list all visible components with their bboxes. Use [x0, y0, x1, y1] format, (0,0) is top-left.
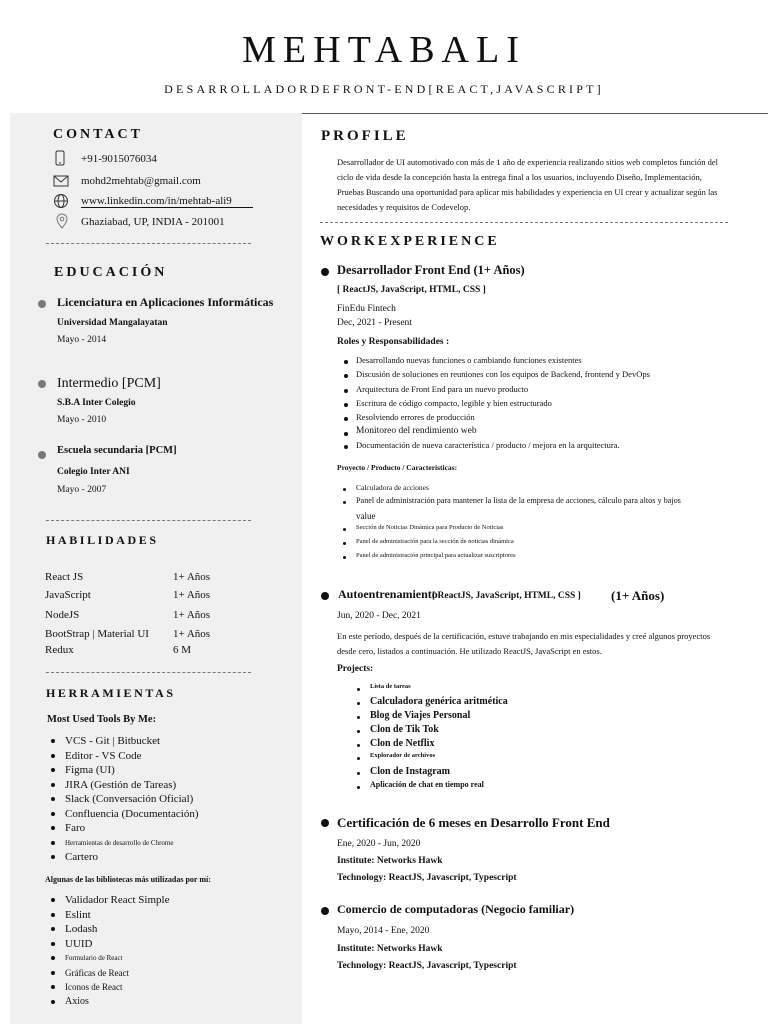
library-item: Axios	[45, 995, 169, 1010]
job2-years: (1+ Años)	[611, 588, 665, 603]
education-school-2: S.B.A Inter Colegio	[57, 398, 136, 408]
skill-level: 1+ Años	[173, 609, 211, 621]
tools-heading: HERRAMIENTAS	[46, 686, 176, 700]
phone-number: +91-9015076034	[81, 153, 157, 165]
tool-item: JIRA (Gestión de Tareas)	[45, 778, 198, 793]
business-technology: Technology: ReactJS, Javascript, Typescript	[337, 961, 517, 971]
job1-project: Panel de administración principal para actualizar suscriptores	[356, 552, 516, 559]
duty-bullet	[344, 417, 348, 421]
resume-header	[0, 0, 768, 112]
library-item: Eslint	[45, 908, 169, 923]
candidate-title: DESARROLLADORDEFRONT-END[REACT,JAVASCRIPT]	[164, 82, 604, 96]
project-bullet	[357, 757, 360, 760]
job2-project: Aplicación de chat en tiempo real	[370, 780, 484, 789]
job1-project: Calculadora de acciones	[356, 483, 429, 492]
library-item: Validador React Simple	[45, 893, 169, 908]
job1-stack: [ ReactJS, JavaScript, HTML, CSS ]	[337, 285, 486, 295]
education-date-3: Mayo - 2007	[57, 485, 107, 495]
education-date-1: Mayo - 2014	[57, 335, 107, 345]
skill-level: 1+ Años	[173, 571, 211, 583]
project-bullet	[357, 688, 360, 691]
education-bullet	[38, 300, 46, 308]
library-item: Iconos de React	[45, 980, 169, 995]
job1-projects-heading: Proyecto / Producto / Características:	[337, 463, 458, 472]
project-bullet	[343, 542, 346, 545]
skill-level: 1+ Años	[173, 628, 211, 640]
tool-item: Cartero	[45, 850, 198, 865]
job1-duty: Resolviendo errores de producción	[356, 412, 475, 422]
education-degree-3: Escuela secundaria [PCM]	[57, 445, 177, 456]
tool-item: Editor - VS Code	[45, 749, 198, 764]
profile-heading: PROFILE	[321, 128, 409, 144]
education-date-2: Mayo - 2010	[57, 415, 107, 425]
education-degree-2: Intermedio [PCM]	[57, 376, 161, 391]
education-degree-1: Licenciatura en Aplicaciones Informáticas	[57, 295, 274, 309]
project-bullet	[357, 772, 360, 775]
library-item: UUID	[45, 937, 169, 952]
most-used-tools-list	[45, 734, 198, 865]
location-text: Ghaziabad, UP, INDIA - 201001	[81, 216, 225, 228]
cert-technology: Technology: ReactJS, Javascript, Typescript	[337, 873, 517, 883]
job-bullet	[321, 907, 329, 915]
job1-project: value	[356, 511, 376, 521]
header-divider	[302, 113, 768, 114]
tool-item: Confluencia (Documentación)	[45, 807, 198, 822]
job-bullet	[321, 592, 329, 600]
education-school-3: Colegio Inter ANI	[57, 467, 130, 477]
job1-duty: Escritura de código compacto, legible y bien estructurado	[356, 398, 552, 408]
job2-project: Blog de Viajes Personal	[370, 710, 471, 721]
job2-project: Clon de Tik Tok	[370, 724, 439, 735]
skill-name: Redux	[45, 644, 74, 656]
skill-name: NodeJS	[45, 609, 80, 621]
job2-project: Explorador de archivos	[370, 752, 436, 759]
section-divider	[46, 672, 251, 673]
job1-project: Panel de administración para la sección de noticias dinámica	[356, 538, 514, 545]
job-bullet	[321, 268, 329, 276]
duty-bullet	[344, 403, 348, 407]
education-school-1: Universidad Mangalayatan	[57, 318, 168, 328]
library-item: Formulario de React	[45, 951, 169, 966]
libraries-list	[45, 893, 169, 1009]
job1-dates: Dec, 2021 - Present	[337, 318, 412, 328]
job1-project: Sección de Noticias Dinámica para Producto de Noticias	[356, 524, 504, 531]
tool-item: VCS - Git | Bitbucket	[45, 734, 198, 749]
job1-duty: Monitoreo del rendimiento web	[356, 426, 477, 436]
job2-project: Lista de tareas	[370, 683, 411, 690]
business-title: Comercio de computadoras (Negocio familiar)	[337, 902, 575, 916]
skill-name: BootStrap | Material UI	[45, 628, 149, 640]
cert-dates: Ene, 2020 - Jun, 2020	[337, 839, 421, 849]
business-dates: Mayo, 2014 - Ene, 2020	[337, 926, 430, 936]
education-heading: EDUCACIÓN	[54, 265, 168, 280]
business-institute: Institute: Networks Hawk	[337, 944, 443, 954]
skill-name: React JS	[45, 571, 84, 583]
skills-heading: HABILIDADES	[46, 533, 159, 547]
project-bullet	[343, 556, 346, 559]
tool-item: Faro	[45, 821, 198, 836]
contact-heading: CONTACT	[53, 127, 143, 142]
project-bullet	[357, 744, 360, 747]
job-bullet	[321, 819, 329, 827]
duty-bullet	[344, 374, 348, 378]
project-bullet	[343, 528, 346, 531]
libraries-heading: Algunas de las bibliotecas más utilizadas por mí:	[45, 875, 211, 884]
project-bullet	[357, 702, 360, 705]
job1-duty: Discusión de soluciones en reuniones con los equipos de Backend, frontend y DevOps	[356, 369, 650, 379]
project-bullet	[357, 730, 360, 733]
phone-icon	[55, 150, 65, 166]
profile-summary: Desarrollador de UI automotivado con más de 1 año de experiencia realizando sitios web completos función del ciclo de vida desde la concepción hasta la entrega final a los usuarios, incluyendo Diseño, Implementación, Pruebas Buscando una oportunidad para aplicar mis habilidades y experiencia en UI crear y actualizar según las necesidades y requisitos de Codevelop.	[337, 157, 718, 212]
tool-item: Herramientas de desarrollo de Chrome	[45, 836, 198, 851]
duty-bullet	[344, 389, 348, 393]
job1-company: FinEdu Fintech	[337, 304, 396, 314]
cert-title: Certificación de 6 meses en Desarrollo Front End	[337, 815, 610, 830]
job2-project: Clon de Netflix	[370, 738, 435, 749]
education-bullet	[38, 380, 46, 388]
skill-level: 6 M	[173, 644, 192, 656]
section-divider	[320, 222, 728, 223]
project-bullet	[357, 716, 360, 719]
project-bullet	[357, 786, 360, 789]
section-divider	[46, 520, 251, 521]
job2-project: Clon de Instagram	[370, 766, 451, 777]
job2-stack: [ ReactJS, JavaScript, HTML, CSS ]	[432, 591, 581, 601]
library-item: Gráficas de React	[45, 966, 169, 981]
job2-projects-heading: Projects:	[337, 664, 374, 674]
tool-item: Slack (Conversación Oficial)	[45, 792, 198, 807]
skill-level: 1+ Años	[173, 589, 211, 601]
job2-project: Calculadora genérica aritmética	[370, 696, 508, 707]
job1-project: Panel de administración para mantener la lista de la empresa de acciones, cálculo para altos y bajos	[356, 496, 681, 505]
duty-bullet	[344, 445, 348, 449]
duty-bullet	[344, 360, 348, 364]
library-item: Lodash	[45, 922, 169, 937]
job2-role: Autoentrenamiento	[338, 587, 438, 601]
project-bullet	[343, 501, 346, 504]
project-bullet	[343, 488, 346, 491]
job2-description: En este período, después de la certificación, estuve trabajando en mis especialidades y creé algunos proyectos desde cero, listados a continuación. He utilizado ReactJS, JavaScript en estos.	[337, 631, 711, 656]
tool-item: Figma (UI)	[45, 763, 198, 778]
cert-institute: Institute: Networks Hawk	[337, 856, 443, 866]
linkedin-link[interactable]: www.linkedin.com/in/mehtab-ali9	[81, 195, 253, 208]
section-divider	[46, 243, 251, 244]
candidate-name: MEHTABALI	[242, 29, 526, 71]
job1-duty: Desarrollando nuevas funciones o cambiando funciones existentes	[356, 355, 582, 365]
left-sidebar	[10, 113, 302, 1024]
job1-duty: Documentación de nueva característica / producto / mejora en la arquitectura.	[356, 440, 620, 450]
education-bullet	[38, 451, 46, 459]
job2-dates: Jun, 2020 - Dec, 2021	[337, 611, 421, 621]
email-address[interactable]: mohd2mehtab@gmail.com	[81, 175, 201, 187]
job1-duty: Arquitectura de Front End para un nuevo producto	[356, 384, 529, 394]
globe-icon	[53, 193, 69, 209]
work-heading: WORKEXPERIENCE	[320, 234, 500, 249]
location-pin-icon	[56, 213, 68, 229]
duty-bullet	[344, 432, 348, 436]
most-used-tools-heading: Most Used Tools By Me:	[47, 714, 157, 725]
job1-roles-heading: Roles y Responsabilidades :	[337, 337, 450, 347]
mail-icon	[53, 175, 69, 187]
job1-role: Desarrollador Front End (1+ Años)	[337, 263, 525, 277]
skill-name: JavaScript	[45, 589, 91, 601]
